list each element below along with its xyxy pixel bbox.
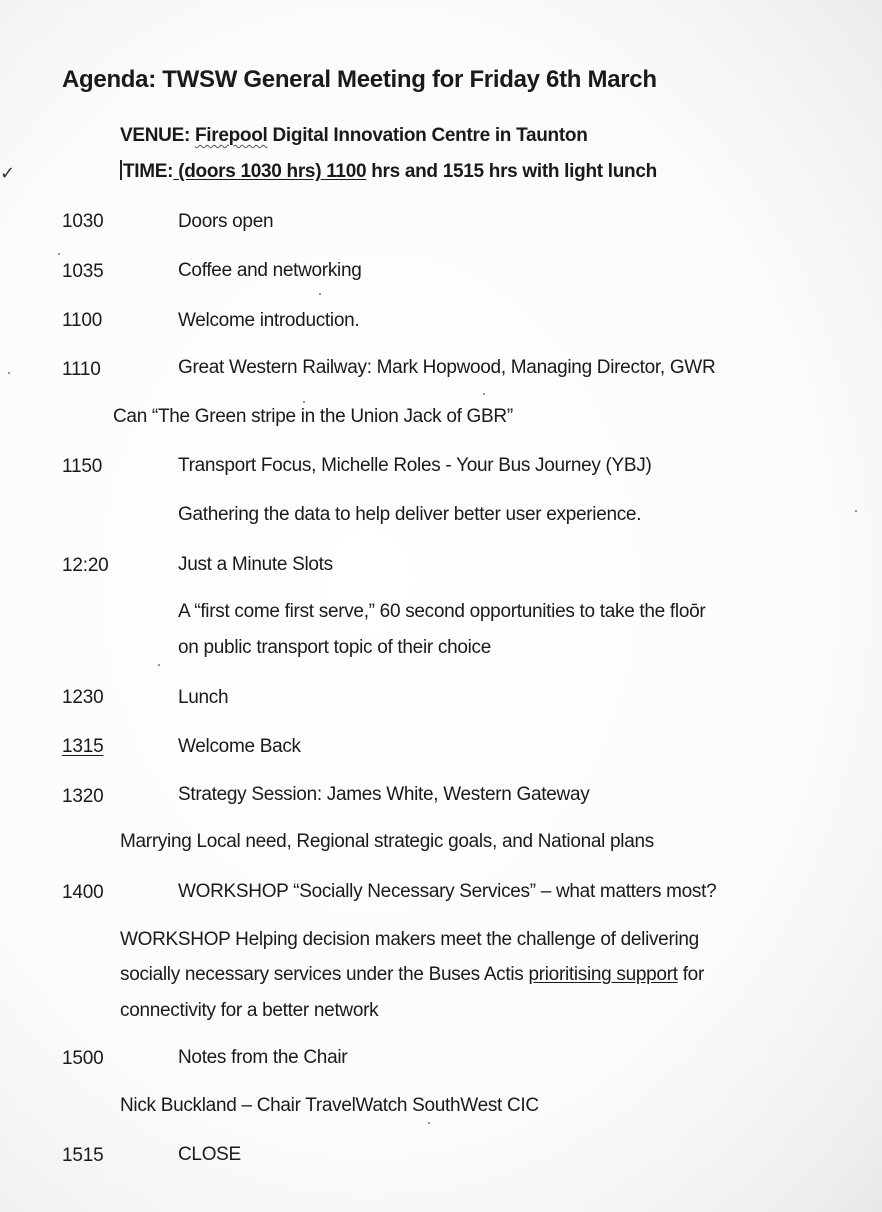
- agenda-item-welcome: Welcome introduction.: [178, 310, 360, 331]
- time-edit-c: 1100: [321, 161, 367, 182]
- venue-label: VENUE:: [120, 125, 195, 146]
- scan-speck: [319, 293, 321, 295]
- agenda-time-1315: [62, 736, 111, 758]
- text-cursor-icon: [120, 160, 122, 180]
- agenda-item-welcome-back: Welcome Back: [178, 736, 301, 757]
- agenda-time-1100: 1100: [62, 310, 103, 331]
- agenda-item-workshop-desc-2: [120, 964, 704, 986]
- agenda-time-1315-text: 1315: [62, 736, 104, 757]
- scan-speck: [8, 372, 10, 374]
- workshop-desc-2a: socially necessary services under the Buses Actis: [120, 964, 529, 985]
- agenda-item-minute-slots-desc-1: A “first come first serve,” 60 second opportunities to take the floōr: [178, 601, 706, 622]
- time-line: [120, 160, 657, 183]
- agenda-item-minute-slots: Just a Minute Slots: [178, 554, 333, 575]
- agenda-time-1220: 12:20: [62, 555, 109, 576]
- scan-speck: [428, 1122, 430, 1124]
- agenda-item-chair-notes: Notes from the Chair: [178, 1047, 348, 1068]
- agenda-item-minute-slots-desc-2: on public transport topic of their choice: [178, 637, 491, 658]
- agenda-item-transport-focus: Transport Focus, Michelle Roles - Your Bus Journey (YBJ): [178, 455, 652, 476]
- agenda-time-1400: 1400: [62, 882, 104, 903]
- agenda-time-1030: 1030: [62, 211, 104, 232]
- scan-speck: [483, 393, 485, 395]
- agenda-item-lunch: Lunch: [178, 687, 229, 708]
- agenda-item-workshop-desc-1: WORKSHOP Helping decision makers meet the challenge of delivering: [120, 929, 699, 950]
- agenda-item-workshop-desc-3: connectivity for a better network: [120, 1000, 379, 1021]
- agenda-time-1515: 1515: [62, 1145, 104, 1166]
- agenda-item-strategy: Strategy Session: James White, Western Gateway: [178, 784, 590, 805]
- workshop-desc-2b: prioritising support: [528, 964, 678, 985]
- venue-line: [120, 125, 588, 147]
- agenda-item-gwr-subtitle: Can “The Green stripe in the Union Jack of GBR”: [113, 406, 513, 427]
- agenda-item-coffee: Coffee and networking: [178, 260, 362, 281]
- agenda-time-1230: 1230: [62, 687, 104, 708]
- time-rest: hrs and 1515 hrs with light lunch: [366, 161, 657, 182]
- agenda-item-close: CLOSE: [178, 1144, 241, 1165]
- scan-speck: [855, 510, 857, 512]
- agenda-time-1150: 1150: [62, 456, 103, 477]
- margin-edit-mark-icon: ✓: [0, 163, 16, 183]
- time-edit-a: (doors 1030: [173, 161, 287, 182]
- venue-rest: Digital Innovation Centre in Taunton: [267, 125, 588, 146]
- scan-speck: [58, 253, 60, 255]
- agenda-item-doors-open: Doors open: [178, 211, 274, 232]
- document-title: Agenda: TWSW General Meeting for Friday 6th March: [62, 66, 657, 93]
- venue-name: Firepool: [194, 125, 268, 146]
- scan-speck: [303, 401, 305, 403]
- agenda-item-gwr: Great Western Railway: Mark Hopwood, Managing Director, GWR: [178, 357, 716, 378]
- agenda-time-1110: 1110: [62, 359, 101, 380]
- agenda-item-strategy-subtitle: Marrying Local need, Regional strategic goals, and National plans: [120, 831, 654, 852]
- agenda-time-1035: 1035: [62, 261, 104, 282]
- agenda-item-chair-notes-subtitle: Nick Buckland – Chair TravelWatch SouthWest CIC: [120, 1095, 539, 1116]
- agenda-time-1500: 1500: [62, 1048, 104, 1069]
- time-edit-b: hrs): [286, 161, 322, 182]
- agenda-time-1320: 1320: [62, 786, 104, 807]
- time-label: TIME:: [123, 161, 174, 182]
- agenda-item-transport-focus-subtitle: Gathering the data to help deliver better user experience.: [178, 504, 642, 525]
- workshop-desc-2c: for: [677, 964, 704, 985]
- scan-speck: [158, 664, 160, 666]
- agenda-item-workshop: WORKSHOP “Socially Necessary Services” – what matters most?: [178, 881, 717, 902]
